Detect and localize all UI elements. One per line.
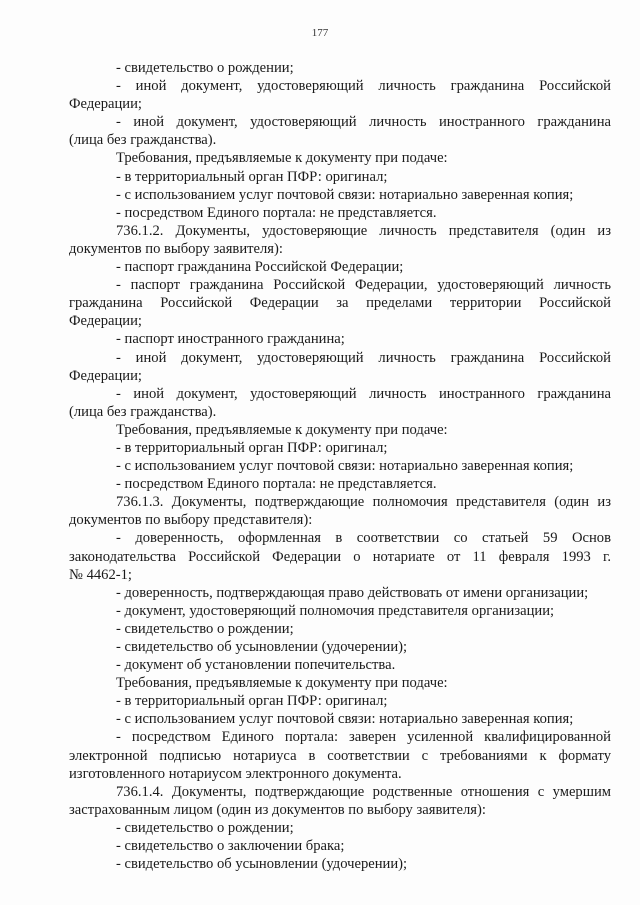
text-line: - документ об установлении попечительства. <box>116 657 396 674</box>
text-line: Федерации; <box>69 367 142 384</box>
text-line: Требования, предъявляемые к документу при подаче: <box>116 421 448 438</box>
text-line: Требования, предъявляемые к документу при подаче: <box>116 150 448 167</box>
text-line: - свидетельство о заключении брака; <box>116 838 345 855</box>
text-line: 736.1.3. Документы, подтверждающие полномочия представителя (один из <box>116 494 611 511</box>
text-line: - посредством Единого портала: не представляется. <box>116 476 437 493</box>
text-line: - свидетельство о рождении; <box>116 620 294 637</box>
text-line: - в территориальный орган ПФР: оригинал; <box>116 168 388 185</box>
text-line: - иной документ, удостоверяющий личность иностранного гражданина <box>116 114 611 131</box>
text-line: - иной документ, удостоверяющий личность гражданина Российской <box>116 78 611 95</box>
text-line: - посредством Единого портала: не представляется. <box>116 204 437 221</box>
text-line: гражданина Российской Федерации за пределами территории Российской <box>69 295 611 312</box>
text-line: документов по выбору представителя): <box>69 512 313 529</box>
text-line: - посредством Единого портала: заверен усиленной квалифицированной <box>116 729 611 746</box>
text-line: - паспорт иностранного гражданина; <box>116 331 345 348</box>
text-line: 736.1.2. Документы, удостоверяющие личность представителя (один из <box>116 222 611 239</box>
text-line: - иной документ, удостоверяющий личность гражданина Российской <box>116 349 611 366</box>
text-line: документов по выбору заявителя): <box>69 240 283 257</box>
text-line: Федерации; <box>69 313 142 330</box>
text-line: - доверенность, подтверждающая право действовать от имени организации; <box>116 584 589 601</box>
text-line: изготовленного нотариусом электронного документа. <box>69 765 402 782</box>
text-line: - доверенность, оформленная в соответствии со статьей 59 Основ <box>116 530 611 547</box>
text-line: - свидетельство об усыновлении (удочерении); <box>116 639 408 655</box>
text-line: № 4462-1; <box>69 566 132 583</box>
text-line: электронной подписью нотариуса в соответствии с требованиями к формату <box>69 747 611 764</box>
page-number: 177 <box>311 27 329 39</box>
text-line: - в территориальный орган ПФР: оригинал; <box>116 693 388 710</box>
text-line: - свидетельство о рождении; <box>116 60 294 76</box>
document-body <box>69 59 611 873</box>
text-line: - с использованием услуг почтовой связи: нотариально заверенная копия; <box>116 186 574 203</box>
text-line: - документ, удостоверяющий полномочия представителя организации; <box>116 602 555 619</box>
text-line: - свидетельство об усыновлении (удочерении); <box>116 856 408 873</box>
text-line: - иной документ, удостоверяющий личность иностранного гражданина <box>116 385 611 402</box>
text-line: - паспорт гражданина Российской Федерации, удостоверяющий личность <box>116 277 611 294</box>
text-line: застрахованным лицом (один из документов по выбору заявителя): <box>69 801 486 818</box>
text-line: - паспорт гражданина Российской Федерации; <box>116 259 404 276</box>
text-line: - с использованием услуг почтовой связи: нотариально заверенная копия; <box>116 711 574 728</box>
text-line: законодательства Российской Федерации о нотариате от 11 февраля 1993 г. <box>69 548 611 565</box>
text-line: - с использованием услуг почтовой связи: нотариально заверенная копия; <box>116 458 574 475</box>
text-line: (лица без гражданства). <box>69 132 217 149</box>
text-line: - свидетельство о рождении; <box>116 819 294 836</box>
text-line: - в территориальный орган ПФР: оригинал; <box>116 439 388 456</box>
text-line: Требования, предъявляемые к документу при подаче: <box>116 675 448 692</box>
text-line: (лица без гражданства). <box>69 403 217 420</box>
text-line: 736.1.4. Документы, подтверждающие родственные отношения с умершим <box>116 783 611 800</box>
text-line: Федерации; <box>69 96 142 113</box>
